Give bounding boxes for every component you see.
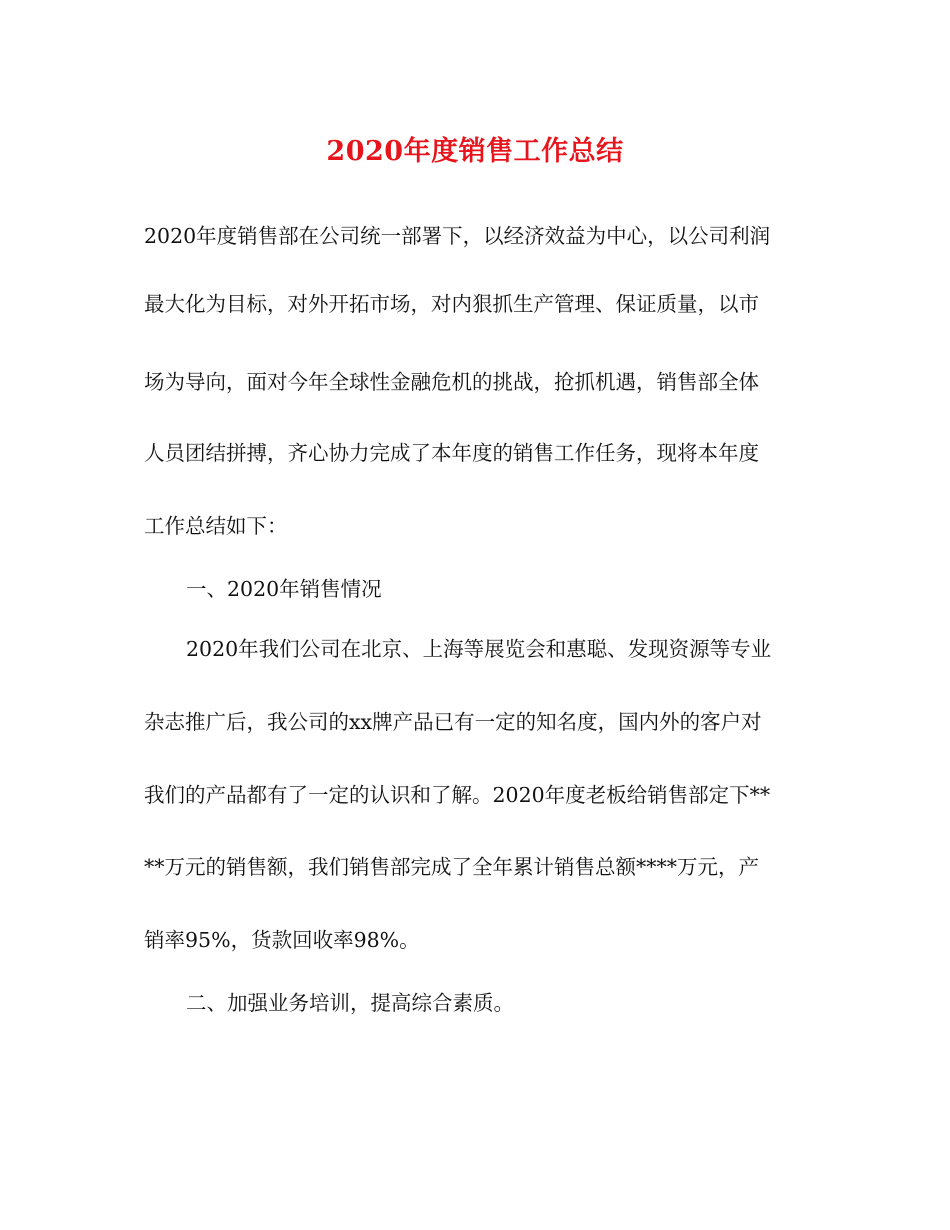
paragraph-line: 杂志推广后，我公司的xx牌产品已有一定的知名度，国内外的客户对 <box>144 710 762 734</box>
document-title: 2020年度销售工作总结 <box>326 136 624 167</box>
paragraph-line: 销率95%，货款回收率98%。 <box>144 928 420 952</box>
paragraph-line: 我们的产品都有了一定的认识和了解。2020年度老板给销售部定下** <box>144 783 771 807</box>
paragraph-line: 场为导向，面对今年全球性金融危机的挑战，抢抓机遇，销售部全体 <box>144 370 759 394</box>
paragraph-line: 人员团结拼搏，齐心协力完成了本年度的销售工作任务，现将本年度 <box>144 441 759 465</box>
paragraph-line: 2020年我们公司在北京、上海等展览会和惠聪、发现资源等专业 <box>186 637 772 661</box>
section-heading: 二、加强业务培训，提高综合素质。 <box>186 991 514 1015</box>
paragraph-line: 工作总结如下： <box>144 514 288 538</box>
section-heading: 一、2020年销售情况 <box>186 577 382 601</box>
paragraph-line: 2020年度销售部在公司统一部署下，以经济效益为中心，以公司利润 <box>144 224 771 248</box>
paragraph-line: **万元的销售额，我们销售部完成了全年累计销售总额****万元，产 <box>144 855 759 879</box>
paragraph-line: 最大化为目标，对外开拓市场，对内狠抓生产管理、保证质量，以市 <box>144 292 759 316</box>
